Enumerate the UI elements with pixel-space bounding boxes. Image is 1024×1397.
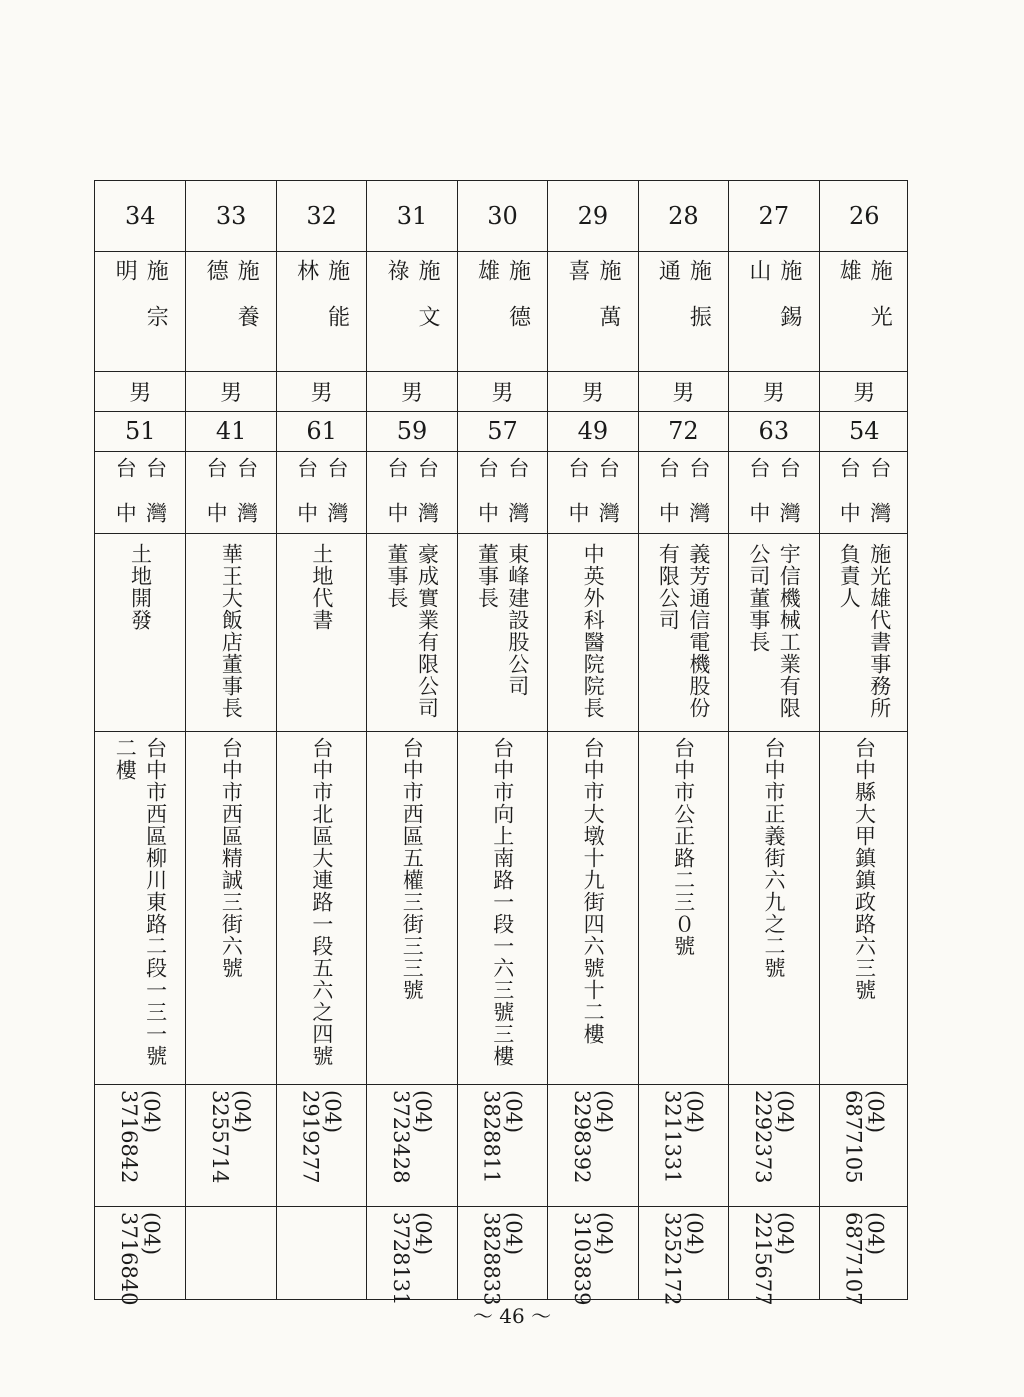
entry-gender: 男	[491, 380, 514, 406]
entry-gender: 男	[401, 380, 424, 406]
entry-address: 台中市正義街六九之二號	[762, 737, 787, 979]
cell-tel2	[277, 1206, 366, 1307]
entry-name: 施能林	[293, 259, 350, 351]
entry-tel1: (04) 3211331	[660, 1090, 707, 1184]
cell-no	[458, 181, 547, 251]
cell-address	[639, 731, 728, 1090]
cell-gender	[548, 371, 637, 411]
entry-origin: 台灣 台中	[565, 457, 621, 547]
entry-tel2: (04) 3728131	[389, 1212, 436, 1306]
cell-tel1	[186, 1084, 275, 1212]
cell-tel2	[95, 1206, 185, 1307]
cell-origin	[639, 451, 728, 547]
cell-occupation	[458, 533, 547, 741]
entry-no: 30	[487, 202, 518, 230]
cell-age	[458, 411, 547, 451]
entry-gender: 男	[853, 380, 876, 406]
entry-tel1: (04) 3255714	[208, 1090, 255, 1184]
cell-gender	[186, 371, 275, 411]
cell-tel2	[639, 1206, 728, 1307]
cell-address	[548, 731, 637, 1090]
cell-age	[639, 411, 728, 451]
cell-gender	[277, 371, 366, 411]
entry-gender: 男	[220, 380, 243, 406]
entry-name: 施養德	[203, 259, 260, 351]
entry-tel2: (04) 3103839	[569, 1212, 616, 1306]
entry-origin: 台灣 台中	[656, 457, 711, 547]
entry-tel1: (04) 3723428	[389, 1090, 436, 1184]
entry-age: 63	[758, 417, 790, 445]
entry-column	[547, 181, 637, 1306]
entry-no: 32	[306, 202, 337, 230]
cell-gender	[729, 371, 818, 411]
cell-address	[729, 731, 818, 1090]
cell-name	[95, 251, 185, 379]
entry-origin: 台灣 台中	[837, 457, 892, 547]
page-number: ～ 46 ～	[472, 1304, 552, 1328]
entry-gender: 男	[129, 380, 152, 406]
cell-no	[639, 181, 728, 251]
cell-name	[729, 251, 818, 379]
cell-tel2	[458, 1206, 547, 1307]
cell-no	[186, 181, 275, 251]
entry-column	[95, 181, 185, 1306]
cell-no	[95, 181, 185, 251]
cell-origin	[820, 451, 909, 547]
entry-tel1: (04) 3298392	[569, 1090, 616, 1184]
cell-age	[186, 411, 275, 451]
entry-age: 49	[577, 417, 609, 445]
entry-no: 29	[577, 202, 609, 230]
cell-age	[277, 411, 366, 451]
entry-name: 施文祿	[384, 259, 441, 351]
entry-age: 61	[306, 417, 337, 445]
entry-occupation: 土地代書	[309, 543, 334, 631]
entry-tel2: (04) 2215677	[750, 1212, 797, 1306]
cell-name	[186, 251, 275, 379]
entry-tel1: (04) 6877105	[841, 1090, 888, 1184]
cell-origin	[95, 451, 185, 547]
entry-age: 59	[396, 417, 428, 445]
cell-tel1	[95, 1084, 185, 1212]
entry-name: 施德雄	[474, 259, 531, 351]
cell-occupation	[820, 533, 909, 741]
entry-address: 台中市西區五權三街三三號	[400, 737, 425, 1001]
cell-name	[820, 251, 909, 379]
entry-column	[819, 181, 909, 1306]
cell-address	[458, 731, 547, 1090]
entry-no: 34	[124, 202, 156, 230]
entry-no: 33	[215, 202, 247, 230]
cell-tel2	[729, 1206, 818, 1307]
cell-gender	[639, 371, 728, 411]
cell-origin	[277, 451, 366, 547]
cell-no	[277, 181, 366, 251]
entry-origin: 台灣 台中	[475, 457, 530, 547]
entry-tel2: (04) 3828833	[479, 1212, 526, 1306]
cell-address	[820, 731, 909, 1090]
entry-name: 施宗明	[112, 259, 169, 351]
cell-name	[639, 251, 728, 379]
entry-origin: 台灣 台中	[385, 457, 440, 547]
entry-name: 施萬喜	[564, 259, 621, 351]
cell-occupation	[277, 533, 366, 741]
entry-age: 72	[668, 417, 699, 445]
cell-tel2	[367, 1206, 456, 1307]
entry-tel2: (04) 6877107	[841, 1212, 888, 1306]
cell-origin	[186, 451, 275, 547]
entry-tel1: (04) 3716842	[117, 1090, 164, 1184]
cell-occupation	[186, 533, 275, 741]
entry-no: 31	[396, 202, 428, 230]
entry-occupation: 中英外科醫院院長	[581, 543, 606, 719]
entry-tel2: (04) 3716840	[117, 1212, 164, 1306]
entry-column	[185, 181, 275, 1299]
cell-tel1	[820, 1084, 909, 1212]
cell-name	[367, 251, 456, 379]
entry-address: 台中市向上南路一段一六三號三樓	[490, 737, 515, 1067]
cell-tel2	[186, 1206, 275, 1307]
cell-no	[820, 181, 909, 251]
entry-no: 27	[758, 202, 790, 230]
cell-tel1	[729, 1084, 818, 1212]
entry-column	[276, 181, 366, 1299]
entry-gender: 男	[310, 380, 333, 406]
entry-occupation: 土地開發	[128, 543, 153, 631]
entry-tel1: (04) 3828811	[479, 1090, 526, 1184]
member-table	[94, 180, 908, 1306]
entry-column	[457, 181, 547, 1306]
entry-age: 57	[487, 417, 518, 445]
cell-gender	[820, 371, 909, 411]
entry-age: 51	[124, 417, 156, 445]
entry-occupation: 東峰建設股公司 董事長	[475, 543, 530, 697]
entry-address: 台中縣大甲鎮鎮政路六三號	[852, 737, 877, 1001]
entry-no: 28	[668, 202, 699, 230]
entry-gender: 男	[581, 380, 604, 406]
cell-occupation	[639, 533, 728, 741]
entry-occupation: 華王大飯店董事長	[219, 543, 244, 719]
cell-age	[548, 411, 637, 451]
entry-occupation: 豪成實業有限公司 董事長	[385, 543, 440, 719]
entry-origin: 台灣 台中	[294, 457, 350, 547]
entry-column	[728, 181, 818, 1306]
cell-tel1	[277, 1084, 366, 1212]
cell-address	[186, 731, 275, 1090]
entry-name: 施錫山	[745, 259, 802, 351]
cell-origin	[729, 451, 818, 547]
entry-tel1: (04) 2292373	[750, 1090, 797, 1184]
entry-address: 台中市大墩十九街四六號十二樓	[581, 737, 606, 1045]
cell-tel2	[820, 1206, 909, 1307]
cell-occupation	[367, 533, 456, 741]
entry-column	[366, 181, 456, 1306]
entry-origin: 台灣 台中	[113, 457, 168, 547]
entry-address: 台中市北區大連路一段五六之四號	[309, 737, 334, 1067]
cell-tel1	[548, 1084, 637, 1212]
cell-gender	[458, 371, 547, 411]
cell-age	[367, 411, 456, 451]
cell-occupation	[548, 533, 637, 741]
cell-occupation	[95, 533, 185, 741]
cell-no	[367, 181, 456, 251]
entry-name: 施光雄	[836, 259, 893, 351]
cell-origin	[367, 451, 456, 547]
cell-origin	[548, 451, 637, 547]
cell-tel1	[639, 1084, 728, 1212]
cell-address	[277, 731, 366, 1090]
entry-gender: 男	[762, 380, 785, 406]
entry-address: 台中市西區柳川東路二段一三一號 二樓	[113, 737, 168, 1067]
cell-name	[548, 251, 637, 379]
cell-origin	[458, 451, 547, 547]
entry-address: 台中市公正路二三０號	[671, 737, 696, 957]
cell-tel1	[458, 1084, 547, 1212]
entry-tel1: (04) 2919277	[298, 1090, 345, 1184]
cell-address	[367, 731, 456, 1090]
cell-address	[95, 731, 185, 1090]
cell-age	[820, 411, 909, 451]
entry-origin: 台灣 台中	[204, 457, 259, 547]
entry-name: 施振通	[655, 259, 712, 351]
entry-occupation: 施光雄代書事務所 負責人	[837, 543, 892, 719]
entry-tel2: (04) 3252172	[660, 1212, 707, 1306]
entry-occupation: 宇信機械工業有限 公司董事長	[746, 543, 802, 719]
entry-column	[638, 181, 728, 1306]
cell-name	[277, 251, 366, 379]
entry-age: 54	[848, 417, 880, 445]
entry-occupation: 義芳通信電機股份 有限公司	[656, 543, 711, 719]
cell-occupation	[729, 533, 818, 741]
cell-tel2	[548, 1206, 637, 1307]
cell-no	[548, 181, 637, 251]
cell-gender	[367, 371, 456, 411]
entry-address: 台中市西區精誠三街六號	[219, 737, 244, 979]
entry-age: 41	[215, 417, 247, 445]
cell-tel1	[367, 1084, 456, 1212]
cell-gender	[95, 371, 185, 411]
cell-age	[95, 411, 185, 451]
entry-gender: 男	[672, 380, 695, 406]
entry-origin: 台灣 台中	[746, 457, 802, 547]
entry-no: 26	[848, 202, 880, 230]
cell-age	[729, 411, 818, 451]
cell-name	[458, 251, 547, 379]
cell-no	[729, 181, 818, 251]
